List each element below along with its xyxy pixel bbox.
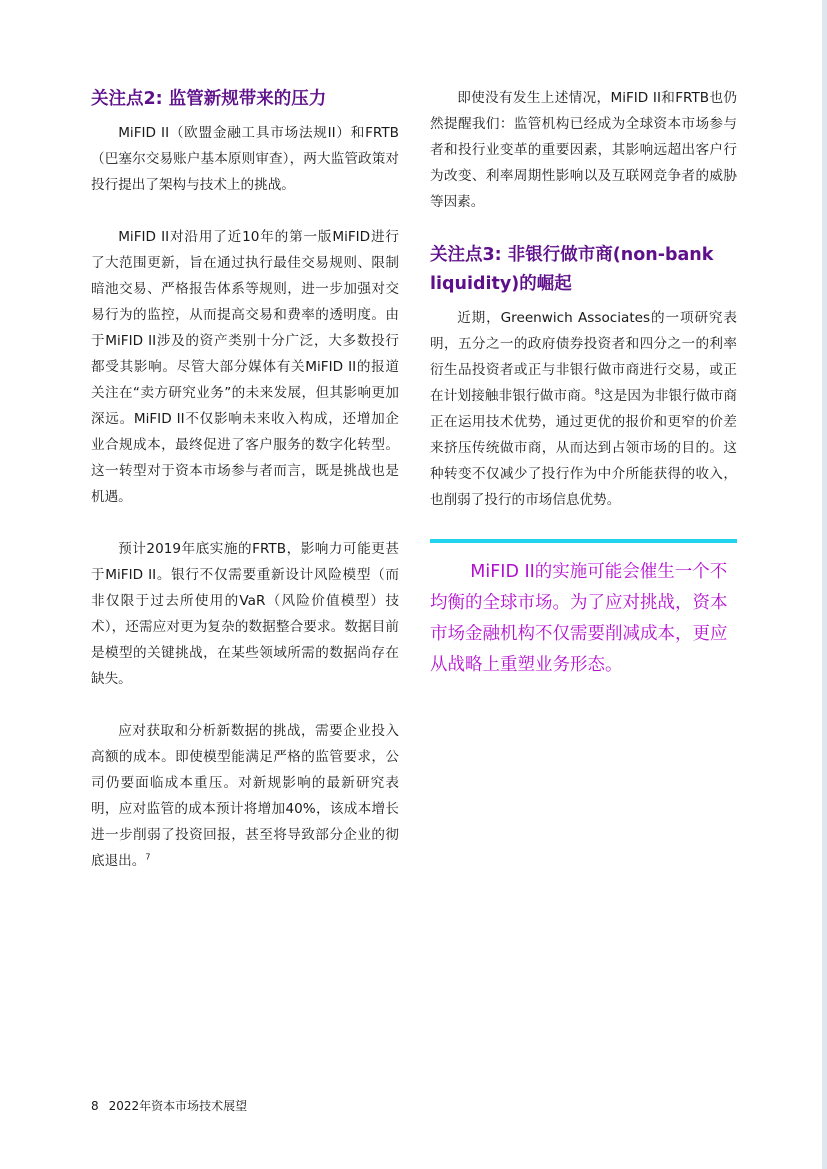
paragraph-text: MiFID II（欧盟金融工具市场法规II）和FRTB（巴塞尔交易账户基本原则审查），两大监管政策对投行提出了架构与技术上的挑战。 bbox=[91, 125, 399, 193]
body-paragraph bbox=[91, 224, 399, 510]
footer-title: 2022年资本市场技术展望 bbox=[108, 1099, 248, 1113]
body-paragraph bbox=[91, 536, 399, 692]
body-paragraph bbox=[430, 85, 737, 215]
footnote-ref-7[interactable]: 7 bbox=[145, 852, 151, 862]
pull-quote-rule bbox=[430, 539, 737, 543]
body-paragraph bbox=[91, 718, 399, 874]
body-paragraph bbox=[430, 305, 737, 513]
left-column bbox=[91, 85, 399, 900]
section-heading-focus-3: 关注点3: 非银行做市商(non-bank liquidity)的崛起 bbox=[430, 245, 714, 294]
paragraph-text: 即使没有发生上述情况，MiFID II和FRTB也仍然提醒我们：监管机构已经成为全球资本市场参与者和投行业变革的重要因素，其影响远超出客户行为改变、利率周期性影响以及互联网竞争者的威胁等因素。 bbox=[430, 90, 737, 210]
paragraph-text: 应对获取和分析新数据的挑战，需要企业投入高额的成本。即使模型能满足严格的监管要求，公司仍要面临成本重压。对新规影响的最新研究表明，应对监管的成本预计将增加40%，该成本增长进一步削弱了投资回报，甚至将导致部分企业的彻底退出。 bbox=[91, 723, 399, 869]
paragraph-text-continuation: 这是因为非银行做市商正在运用技术优势，通过更优的报价和更窄的价差来挤压传统做市商，从而达到占领市场的目的。这种转变不仅减少了投行作为中介所能获得的收入，也削弱了投行的市场信息优势。 bbox=[430, 388, 738, 508]
section-heading-focus-2: 关注点2: 监管新规带来的压力 bbox=[91, 89, 327, 109]
page-footer bbox=[91, 1097, 247, 1115]
page-number: 8 bbox=[91, 1099, 99, 1113]
footnote-ref-8[interactable]: 8 bbox=[594, 387, 600, 397]
paragraph-text: 近期，Greenwich Associates的一项研究表明，五分之一的政府债券投资者和四分之一的利率衍生品投资者或正与非银行做市商进行交易，或正在计划接触非银行做市商。 bbox=[430, 310, 737, 404]
pull-quote: MiFID II的实施可能会催生一个不均衡的全球市场。为了应对挑战，资本市场金融机构不仅需要削减成本，更应从战略上重塑业务形态。 bbox=[430, 562, 728, 675]
body-paragraph bbox=[91, 120, 399, 198]
page-edge-strip bbox=[822, 0, 827, 1169]
right-column bbox=[430, 85, 737, 681]
paragraph-text: MiFID II对沿用了近10年的第一版MiFID进行了大范围更新，旨在通过执行最佳交易规则、限制暗池交易、严格报告体系等规则，进一步加强对交易行为的监控，从而提高交易和费率的透明度。由于MiFID II涉及的资产类别十分广泛，大多数投行都受其影响。尽管大部分媒体有关MiFID II的报道关注在“卖方研究业务”的未来发展，但其影响更加深远。MiFID II不仅影响未来收入构成，还增加企业合规成本，最终促进了客户服务的数字化转型。这一转型对于资本市场参与者而言，既是挑战也是机遇。 bbox=[91, 229, 399, 505]
paragraph-text: 预计2019年底实施的FRTB，影响力可能更甚于MiFID II。银行不仅需要重新设计风险模型（而非仅限于过去所使用的VaR（风险价值模型）技术），还需应对更为复杂的数据整合要求。数据目前是模型的关键挑战，在某些领域所需的数据尚存在缺失。 bbox=[91, 541, 399, 687]
